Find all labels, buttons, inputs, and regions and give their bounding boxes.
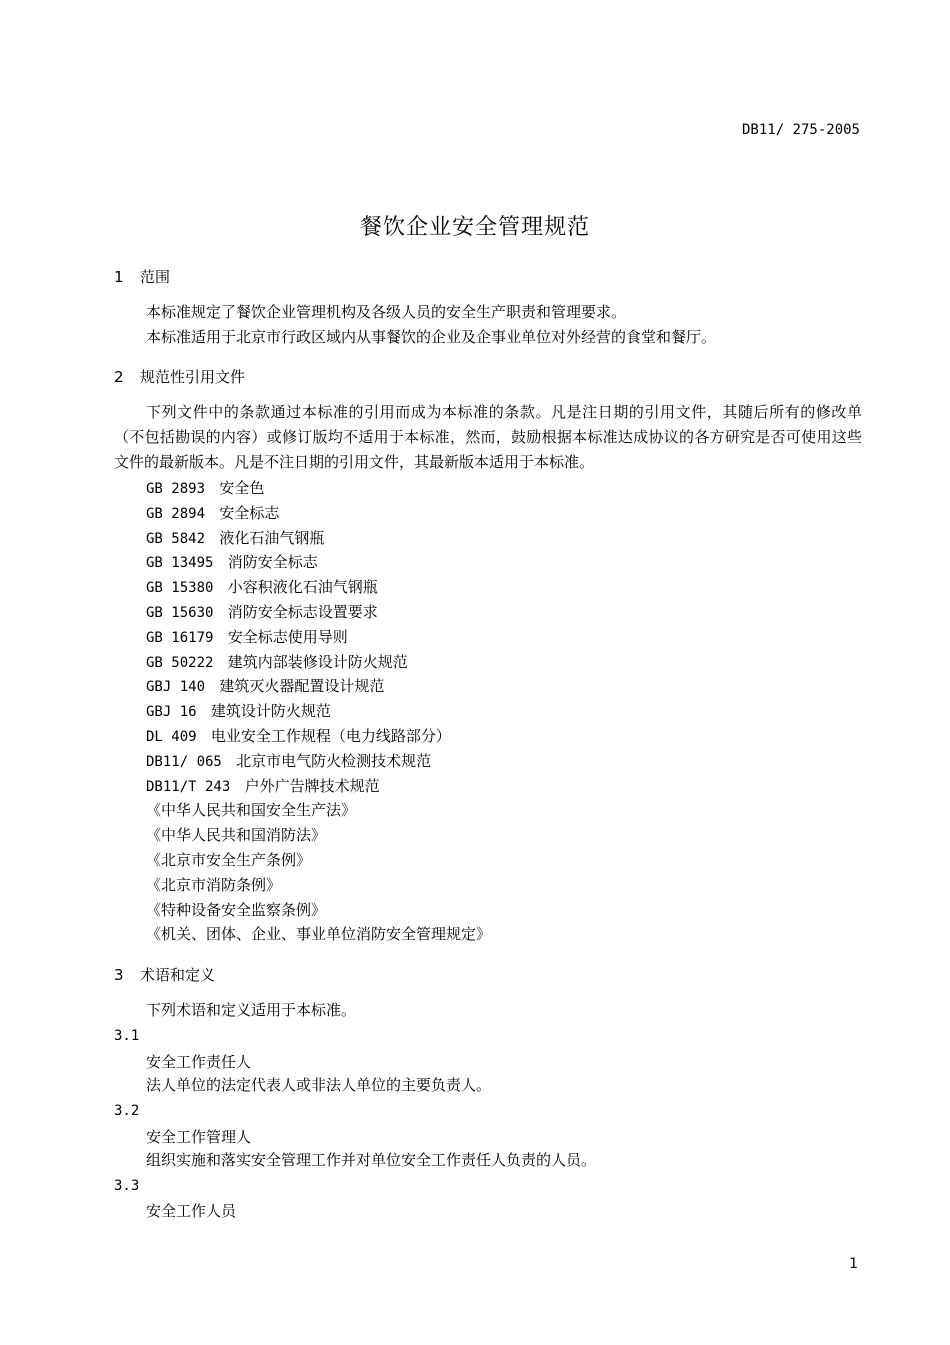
- document-title: 餐饮企业安全管理规范: [359, 215, 590, 240]
- section-number: 1: [114, 268, 124, 286]
- reference-item: DB11/ 065 北京市电气防火检测技术规范: [146, 751, 432, 770]
- section-1-heading: [114, 266, 170, 287]
- standard-code: DB11/ 275-2005: [741, 122, 860, 138]
- term-definition: 法人单位的法定代表人或非法人单位的主要负责人。: [146, 1076, 492, 1094]
- clause-number: 3.2: [114, 1103, 140, 1119]
- term-definition: 组织实施和落实安全管理工作并对单位安全工作责任人负责的人员。: [146, 1151, 597, 1169]
- reference-item: GB 16179 安全标志使用导则: [146, 627, 348, 646]
- clause-number: 3.3: [114, 1178, 140, 1194]
- reference-item: GB 2893 安全色: [146, 479, 265, 497]
- section-2-heading: [114, 366, 245, 387]
- reference-item: 《特种设备安全监察条例》: [146, 900, 327, 919]
- terms-intro-paragraph: 下列术语和定义适用于本标准。: [146, 1001, 357, 1019]
- page-number: 1: [849, 1256, 858, 1272]
- term-heading: 安全工作管理人: [146, 1128, 252, 1146]
- scope-paragraph-1: 本标准规定了餐饮企业管理机构及各级人员的安全生产职责和管理要求。: [146, 303, 627, 321]
- reference-item: DL 409 电业安全工作规程（电力线路部分）: [146, 726, 451, 745]
- reference-item: 《中华人民共和国安全生产法》: [146, 801, 357, 820]
- scope-paragraph-2: 本标准适用于北京市行政区域内从事餐饮的企业及企事业单位对外经营的食堂和餐厅。: [146, 328, 717, 346]
- section-3-heading: [114, 964, 215, 985]
- section-number: 2: [114, 368, 124, 386]
- reference-item: 《机关、团体、企业、事业单位消防安全管理规定》: [146, 925, 492, 944]
- section-title: 规范性引用文件: [140, 368, 246, 386]
- reference-item: GBJ 140 建筑灭火器配置设计规范: [146, 677, 385, 696]
- section-title: 术语和定义: [140, 966, 216, 984]
- reference-item: GB 15630 消防安全标志设置要求: [146, 602, 378, 621]
- reference-list: [146, 476, 491, 947]
- references-intro-paragraph: 下列文件中的条款通过本标准的引用而成为本标准的条款。凡是注日期的引用文件，其随后所有的修改单（不包括勘误的内容）或修订版均不适用于本标准，然而，鼓励根据本标准达成协议的各方研究是否可使用这些文件的最新版本。凡是不注日期的引用文件，其最新版本适用于本标准。: [114, 403, 862, 471]
- reference-item: 《中华人民共和国消防法》: [146, 826, 327, 845]
- section-number: 3: [114, 966, 124, 984]
- clause-number: 3.1: [114, 1028, 140, 1044]
- section-title: 范围: [140, 268, 171, 286]
- reference-item: 《北京市安全生产条例》: [146, 850, 312, 869]
- reference-item: DB11/T 243 户外广告牌技术规范: [146, 776, 380, 795]
- reference-item: GBJ 16 建筑设计防火规范: [146, 702, 331, 721]
- reference-item: GB 13495 消防安全标志: [146, 553, 318, 572]
- reference-item: GB 2894 安全标志: [146, 503, 280, 522]
- term-heading: 安全工作责任人: [146, 1053, 252, 1071]
- reference-item: GB 50222 建筑内部装修设计防火规范: [146, 652, 408, 671]
- reference-item: GB 5842 液化石油气钢瓶: [146, 528, 325, 547]
- reference-item: 《北京市消防条例》: [146, 875, 282, 894]
- reference-item: GB 15380 小容积液化石油气钢瓶: [146, 578, 378, 597]
- term-heading: 安全工作人员: [146, 1202, 237, 1220]
